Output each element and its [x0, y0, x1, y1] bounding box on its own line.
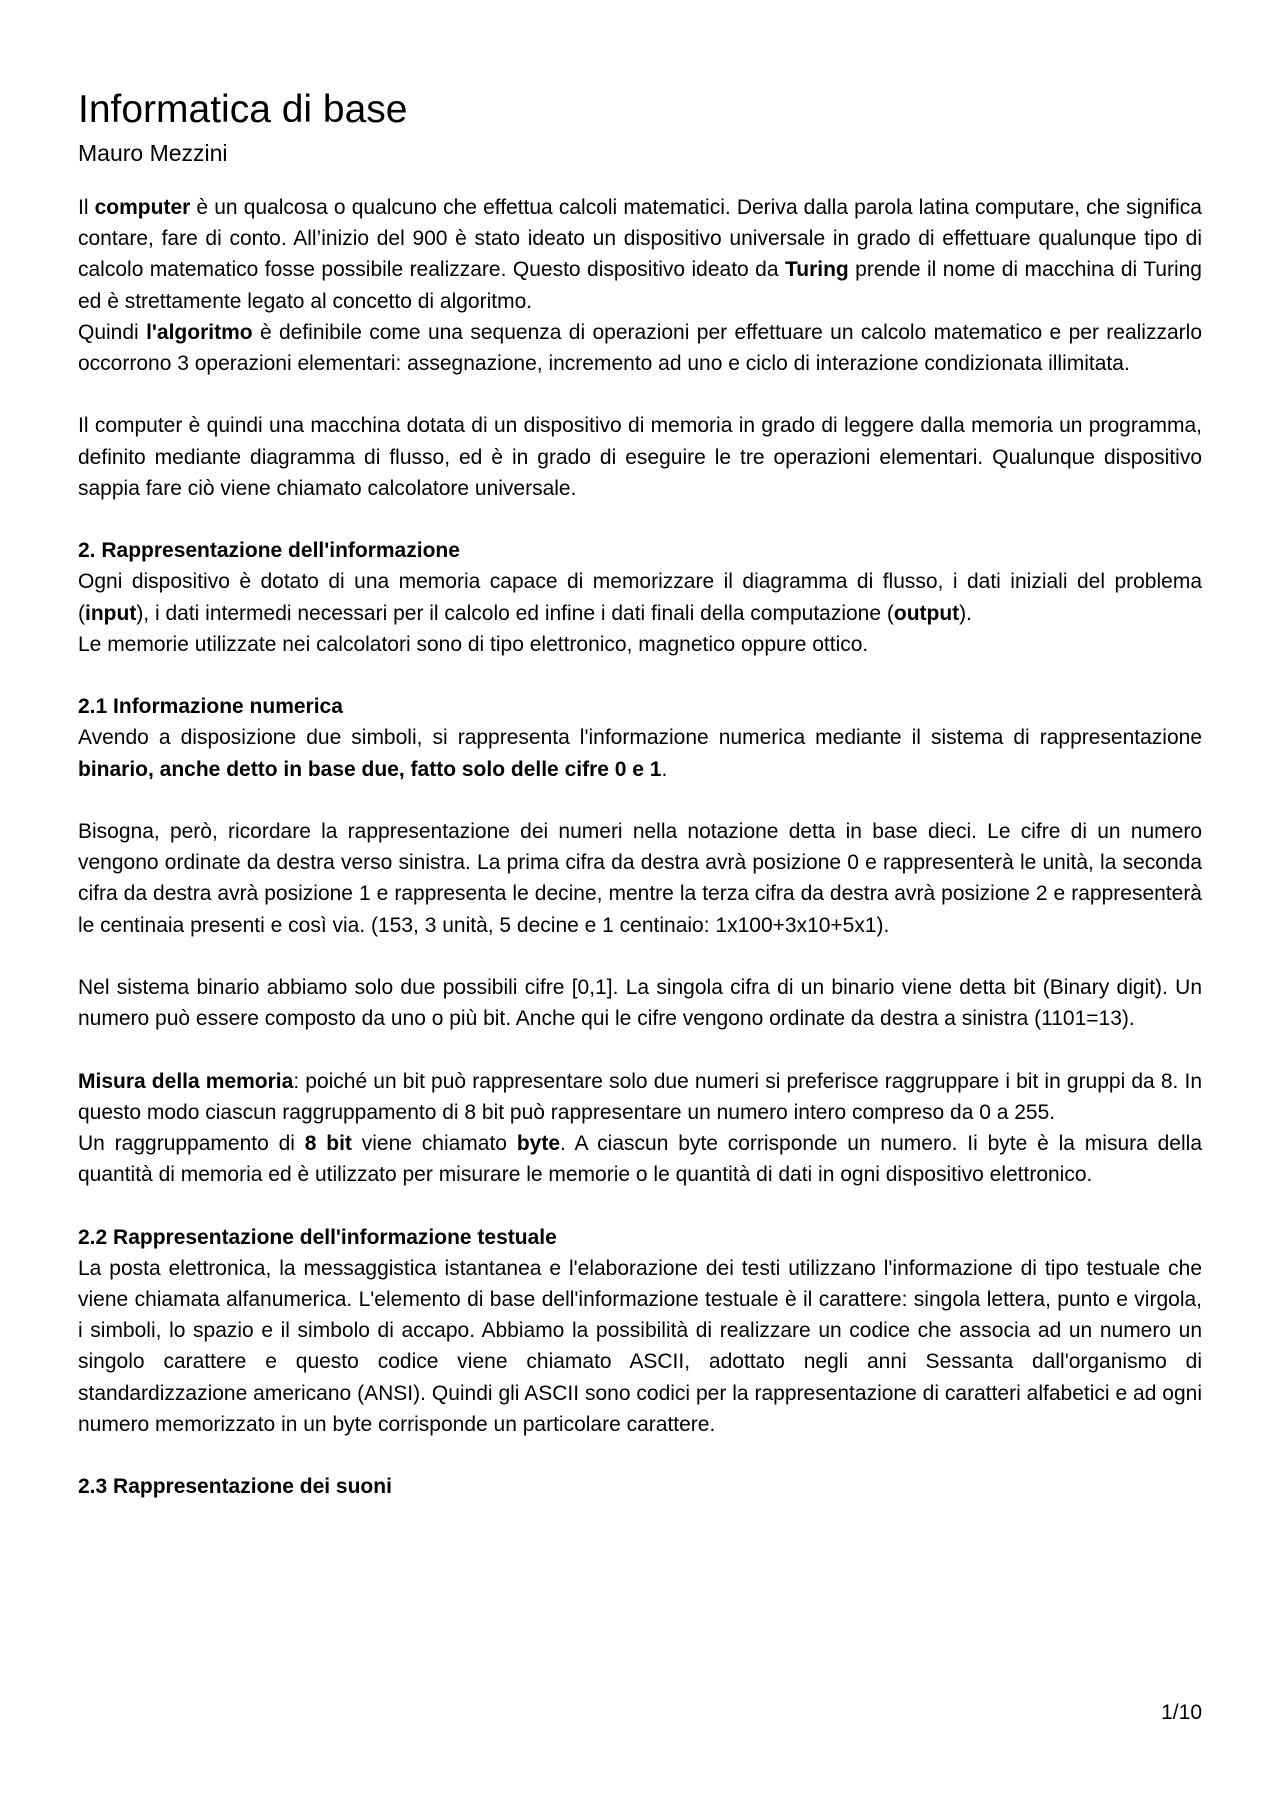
- base-ten-paragraph: Bisogna, però, ricordare la rappresentazione dei numeri nella notazione detta in base dieci. Le cifre di un numero vengono ordinate da destra verso sinistra. La prima cifra da destra avrà posizione 0 e rappresenterà le unità, la seconda cifra da destra avrà posizione 1 e rappresenta le decine, mentre la terza cifra da destra avrà posizione 2 e rappresenterà le centinaia presenti e così via. (153, 3 unità, 5 decine e 1 centinaio: 1x100+3x10+5x1).: [78, 820, 1202, 937]
- term-algoritmo: l'algoritmo: [146, 320, 253, 344]
- document-page: [78, 86, 1202, 1502]
- section-heading-2-1: 2.1 Informazione numerica: [78, 695, 343, 719]
- algorithm-paragraph: Quindi l'algoritmo è definibile come una sequenza di operazioni per effettuare un calcolo matematico e per realizzarlo occorrono 3 operazioni elementari: assegnazione, incremento ad uno e ciclo di interazione condizionata illimitata.: [78, 320, 1202, 376]
- term-turing: Turing: [784, 258, 849, 282]
- intro-paragraph: Il computer è un qualcosa o qualcuno che effettua calcoli matematici. Deriva dalla parola latina computare, che significa contare, fare di conto. All’inizio del 900 è stato ideato un dispositivo universale in grado di effettuare qualunque tipo di calcolo matematico fosse possibile realizzare. Questo dispositivo ideato da Turing prende il nome di macchina di Turing ed è strettamente legato al concetto di algoritmo.: [78, 196, 1202, 313]
- document-body: [78, 192, 1202, 1502]
- term-computer: computer: [94, 196, 191, 219]
- byte-paragraph: Un raggruppamento di 8 bit viene chiamato byte. A ciascun byte corrisponde un numero. Ii byte è la misura della quantità di memoria ed è utilizzato per misurare le memorie o le quantità di dati in ogni dispositivo elettronico.: [78, 1132, 1202, 1187]
- term-input: input: [85, 601, 137, 625]
- bit-paragraph: Nel sistema binario abbiamo solo due possibili cifre [0,1]. La singola cifra di un binario viene detta bit (Binary digit). Un numero può essere composto da uno o più bit. Anche qui le cifre vengono ordinate da destra a sinistra (1101=13).: [78, 976, 1202, 1031]
- binary-paragraph: Avendo a disposizione due simboli, si rappresenta l'informazione numerica mediante il sistema di rappresentazione binario, anche detto in base due, fatto solo delle cifre 0 e 1.: [78, 726, 1202, 781]
- term-8-bit: 8 bit: [304, 1132, 352, 1155]
- memory-measure-paragraph: Misura della memoria: poiché un bit può rappresentare solo due numeri si preferisce raggruppare i bit in gruppi da 8. In questo modo ciascun raggruppamento di 8 bit può rappresentare un numero intero compreso da 0 a 255.: [78, 1069, 1203, 1124]
- document-author: Mauro Mezzini: [78, 140, 228, 166]
- memory-paragraph: Ogni dispositivo è dotato di una memoria capace di memorizzare il diagramma di flusso, i dati iniziali del problema (input), i dati intermedi necessari per il calcolo ed infine i dati finali della computazione (output).: [78, 570, 1202, 625]
- computer-paragraph: Il computer è quindi una macchina dotata di un dispositivo di memoria in grado di leggere dalla memoria un programma, definito mediante diagramma di flusso, ed è in grado di eseguire le tre operazioni elementari. Qualunque dispositivo sappia fare ciò viene chiamato calcolatore universale.: [78, 414, 1202, 500]
- term-output: output: [893, 601, 960, 625]
- document-title: Informatica di base: [78, 88, 408, 131]
- page-number: 1/10: [1161, 1701, 1202, 1724]
- memory-types-paragraph: Le memorie utilizzate nei calcolatori sono di tipo elettronico, magnetico oppure ottico.: [78, 632, 869, 656]
- section-heading-2-2: 2.2 Rappresentazione dell'informazione testuale: [78, 1225, 557, 1249]
- term-binario: binario, anche detto in base due, fatto solo delle cifre 0 e 1: [78, 757, 662, 781]
- section-heading-2: 2. Rappresentazione dell'informazione: [78, 539, 460, 563]
- text-info-paragraph: La posta elettronica, la messaggistica istantanea e l'elaborazione dei testi utilizzano l'informazione di tipo testuale che viene chiamata alfanumerica. L'elemento di base dell'informazione testuale è il carattere: singola lettera, punto e virgola, i simboli, lo spazio e il simbolo di accapo. Abbiamo la possibilità di realizzare un codice che associa ad un numero un singolo carattere e questo codice viene chiamato ASCII, adottato negli anni Sessanta dall'organismo di standardizzazione americano (ANSI). Quindi gli ASCII sono codici per la rappresentazione di caratteri alfabetici e ad ogni numero memorizzato in un byte corrisponde un particolare carattere.: [78, 1256, 1202, 1436]
- section-heading-2-3: 2.3 Rappresentazione dei suoni: [78, 1475, 392, 1499]
- term-misura-memoria: Misura della memoria: [78, 1069, 294, 1093]
- term-byte: byte: [516, 1132, 560, 1155]
